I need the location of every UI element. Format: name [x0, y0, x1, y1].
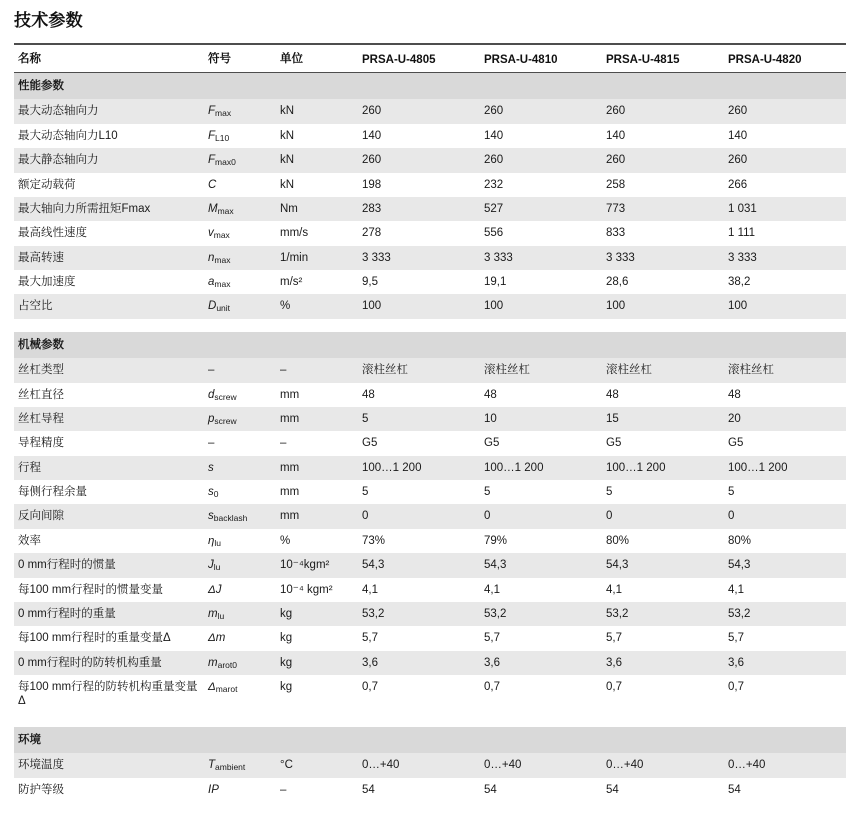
row-value-4805: 4,1: [358, 578, 480, 602]
table-row: [14, 270, 846, 294]
table-row: [14, 148, 846, 172]
row-label: 最大轴向力所需扭矩Fmax: [14, 197, 204, 221]
row-value-4820: 滚柱丝杠: [724, 358, 846, 382]
table-row: [14, 675, 846, 714]
row-value-4815: 4,1: [602, 578, 724, 602]
row-value-4805: 0: [358, 504, 480, 528]
row-value-4805: 140: [358, 124, 480, 148]
row-value-4810: 48: [480, 383, 602, 407]
row-value-4810: 3 333: [480, 246, 602, 270]
section-title: 环境: [14, 727, 846, 753]
row-symbol: $m_{arot0}$: [204, 651, 276, 675]
row-symbol: $F_{max0}$: [204, 148, 276, 172]
row-symbol: $F_{L10}$: [204, 124, 276, 148]
column-header-prsa-u-4805: PRSA-U-4805: [358, 44, 480, 73]
row-label: 最大动态轴向力: [14, 99, 204, 123]
row-value-4815: 140: [602, 124, 724, 148]
row-value-4805: 278: [358, 221, 480, 245]
row-unit: –: [276, 778, 358, 802]
row-label: 每100 mm行程的防转机构重量变量Δ: [14, 675, 204, 714]
row-unit: 1/min: [276, 246, 358, 270]
row-value-4820: 100: [724, 294, 846, 318]
row-value-4805: 100: [358, 294, 480, 318]
table-header: [14, 44, 846, 73]
row-value-4805: 5,7: [358, 626, 480, 650]
row-value-4815: 5,7: [602, 626, 724, 650]
row-value-4820: 140: [724, 124, 846, 148]
row-value-4820: 5,7: [724, 626, 846, 650]
row-symbol: $v_{max}$: [204, 221, 276, 245]
section-header-row: [14, 332, 846, 358]
row-label: 最高转速: [14, 246, 204, 270]
section-title: 机械参数: [14, 332, 846, 358]
row-unit: kg: [276, 602, 358, 626]
row-unit: –: [276, 431, 358, 455]
row-label: 防护等级: [14, 778, 204, 802]
row-unit: kN: [276, 148, 358, 172]
table-row: [14, 602, 846, 626]
row-value-4810: 54: [480, 778, 602, 802]
table-row: [14, 173, 846, 197]
row-unit: –: [276, 358, 358, 382]
section-spacer: [14, 319, 846, 332]
row-value-4810: 54,3: [480, 553, 602, 577]
row-label: 最大静态轴向力: [14, 148, 204, 172]
row-symbol: C: [204, 173, 276, 197]
row-value-4810: 79%: [480, 529, 602, 553]
row-label: 0 mm行程时的防转机构重量: [14, 651, 204, 675]
row-value-4815: 80%: [602, 529, 724, 553]
row-label: 最大动态轴向力L10: [14, 124, 204, 148]
row-value-4805: 283: [358, 197, 480, 221]
row-label: 丝杠导程: [14, 407, 204, 431]
row-value-4815: 260: [602, 99, 724, 123]
row-value-4810: 260: [480, 148, 602, 172]
table-row: [14, 407, 846, 431]
table-row: [14, 197, 846, 221]
row-symbol: $p_{screw}$: [204, 407, 276, 431]
row-value-4815: 3,6: [602, 651, 724, 675]
row-value-4815: 滚柱丝杠: [602, 358, 724, 382]
row-label: 导程精度: [14, 431, 204, 455]
row-value-4815: 0,7: [602, 675, 724, 714]
row-value-4810: 0: [480, 504, 602, 528]
row-value-4810: 140: [480, 124, 602, 148]
row-value-4815: 0…+40: [602, 753, 724, 777]
row-value-4805: 53,2: [358, 602, 480, 626]
row-symbol: $\Delta_{marot}$: [204, 675, 276, 714]
section-header-row: [14, 727, 846, 753]
table-row: [14, 753, 846, 777]
row-value-4815: 5: [602, 480, 724, 504]
row-symbol: $m_{lu}$: [204, 602, 276, 626]
row-value-4805: 滚柱丝杠: [358, 358, 480, 382]
row-value-4820: 80%: [724, 529, 846, 553]
row-unit: %: [276, 294, 358, 318]
row-value-4820: 1 031: [724, 197, 846, 221]
row-value-4810: 100…1 200: [480, 456, 602, 480]
row-value-4810: 5,7: [480, 626, 602, 650]
row-unit: mm: [276, 407, 358, 431]
row-value-4810: 100: [480, 294, 602, 318]
row-unit: 10⁻⁴kgm²: [276, 553, 358, 577]
row-value-4820: 20: [724, 407, 846, 431]
row-value-4820: 0…+40: [724, 753, 846, 777]
row-unit: kg: [276, 651, 358, 675]
row-symbol: IP: [204, 778, 276, 802]
row-value-4820: 54: [724, 778, 846, 802]
row-value-4805: G5: [358, 431, 480, 455]
table-body: [14, 73, 846, 802]
row-value-4815: 28,6: [602, 270, 724, 294]
row-value-4815: 260: [602, 148, 724, 172]
row-value-4815: 100: [602, 294, 724, 318]
column-header-name: 名称: [14, 44, 204, 73]
row-value-4815: 773: [602, 197, 724, 221]
row-value-4815: 54: [602, 778, 724, 802]
row-unit: kg: [276, 626, 358, 650]
table-row: [14, 651, 846, 675]
row-unit: kg: [276, 675, 358, 714]
row-value-4805: 9,5: [358, 270, 480, 294]
row-symbol: $s_{backlash}$: [204, 504, 276, 528]
row-symbol: –: [204, 431, 276, 455]
row-unit: mm: [276, 383, 358, 407]
row-symbol: ΔJ: [204, 578, 276, 602]
row-label: 额定动载荷: [14, 173, 204, 197]
row-unit: %: [276, 529, 358, 553]
row-value-4810: 556: [480, 221, 602, 245]
row-value-4810: 0…+40: [480, 753, 602, 777]
row-value-4805: 73%: [358, 529, 480, 553]
row-value-4815: 258: [602, 173, 724, 197]
table-row: [14, 431, 846, 455]
row-symbol: $T_{ambient}$: [204, 753, 276, 777]
row-value-4815: G5: [602, 431, 724, 455]
row-value-4815: 48: [602, 383, 724, 407]
row-value-4820: G5: [724, 431, 846, 455]
row-value-4820: 48: [724, 383, 846, 407]
row-value-4820: 0: [724, 504, 846, 528]
row-label: 最高线性速度: [14, 221, 204, 245]
section-spacer: [14, 714, 846, 727]
row-label: 每100 mm行程时的惯量变量: [14, 578, 204, 602]
row-label: 丝杠类型: [14, 358, 204, 382]
column-header-prsa-u-4815: PRSA-U-4815: [602, 44, 724, 73]
table-row: [14, 480, 846, 504]
section-title: 性能参数: [14, 73, 846, 100]
row-value-4805: 260: [358, 99, 480, 123]
table-row: [14, 529, 846, 553]
row-value-4805: 54,3: [358, 553, 480, 577]
row-value-4810: 3,6: [480, 651, 602, 675]
row-symbol: $M_{max}$: [204, 197, 276, 221]
table-row: [14, 99, 846, 123]
row-label: 占空比: [14, 294, 204, 318]
row-value-4805: 5: [358, 480, 480, 504]
row-value-4820: 0,7: [724, 675, 846, 714]
table-row: [14, 553, 846, 577]
table-row: [14, 358, 846, 382]
row-label: 反向间隙: [14, 504, 204, 528]
row-symbol: $a_{max}$: [204, 270, 276, 294]
row-label: 0 mm行程时的重量: [14, 602, 204, 626]
column-header-unit: 单位: [276, 44, 358, 73]
row-symbol: $J_{lu}$: [204, 553, 276, 577]
row-unit: 10⁻⁴ kgm²: [276, 578, 358, 602]
row-symbol: $\eta_{lu}$: [204, 529, 276, 553]
row-value-4815: 54,3: [602, 553, 724, 577]
row-value-4810: 232: [480, 173, 602, 197]
row-value-4805: 3,6: [358, 651, 480, 675]
row-value-4805: 54: [358, 778, 480, 802]
spec-page: [0, 6, 860, 824]
row-value-4820: 260: [724, 148, 846, 172]
row-value-4820: 5: [724, 480, 846, 504]
row-value-4815: 833: [602, 221, 724, 245]
row-value-4805: 198: [358, 173, 480, 197]
table-row: [14, 383, 846, 407]
page-title: 技术参数: [14, 11, 83, 30]
row-label: 每100 mm行程时的重量变量Δ: [14, 626, 204, 650]
row-value-4810: 10: [480, 407, 602, 431]
row-value-4815: 100…1 200: [602, 456, 724, 480]
row-symbol: s: [204, 456, 276, 480]
row-unit: Nm: [276, 197, 358, 221]
row-value-4810: 滚柱丝杠: [480, 358, 602, 382]
row-symbol: $F_{max}$: [204, 99, 276, 123]
row-label: 0 mm行程时的惯量: [14, 553, 204, 577]
row-unit: m/s²: [276, 270, 358, 294]
row-unit: mm/s: [276, 221, 358, 245]
row-unit: °C: [276, 753, 358, 777]
row-value-4820: 100…1 200: [724, 456, 846, 480]
row-symbol: $s_0$: [204, 480, 276, 504]
row-value-4820: 3 333: [724, 246, 846, 270]
row-label: 丝杠直径: [14, 383, 204, 407]
section-header-row: [14, 73, 846, 100]
row-value-4805: 5: [358, 407, 480, 431]
row-label: 环境温度: [14, 753, 204, 777]
row-unit: kN: [276, 124, 358, 148]
row-value-4810: 4,1: [480, 578, 602, 602]
row-value-4810: G5: [480, 431, 602, 455]
row-symbol: $D_{unit}$: [204, 294, 276, 318]
row-unit: mm: [276, 456, 358, 480]
table-row: [14, 294, 846, 318]
row-value-4810: 0,7: [480, 675, 602, 714]
row-value-4810: 19,1: [480, 270, 602, 294]
row-value-4815: 53,2: [602, 602, 724, 626]
row-unit: kN: [276, 173, 358, 197]
table-row: [14, 504, 846, 528]
row-value-4820: 38,2: [724, 270, 846, 294]
column-header-prsa-u-4810: PRSA-U-4810: [480, 44, 602, 73]
row-symbol: $n_{max}$: [204, 246, 276, 270]
table-row: [14, 124, 846, 148]
row-value-4820: 53,2: [724, 602, 846, 626]
row-value-4805: 48: [358, 383, 480, 407]
table-row: [14, 456, 846, 480]
row-value-4810: 53,2: [480, 602, 602, 626]
row-unit: mm: [276, 480, 358, 504]
column-header-symbol: 符号: [204, 44, 276, 73]
table-row: [14, 246, 846, 270]
row-value-4810: 260: [480, 99, 602, 123]
row-symbol: Δm: [204, 626, 276, 650]
row-symbol: $d_{screw}$: [204, 383, 276, 407]
row-label: 效率: [14, 529, 204, 553]
row-unit: mm: [276, 504, 358, 528]
row-value-4805: 100…1 200: [358, 456, 480, 480]
row-value-4805: 3 333: [358, 246, 480, 270]
row-value-4805: 0,7: [358, 675, 480, 714]
table-row: [14, 626, 846, 650]
row-value-4810: 527: [480, 197, 602, 221]
row-label: 每侧行程余量: [14, 480, 204, 504]
row-value-4815: 3 333: [602, 246, 724, 270]
row-value-4820: 4,1: [724, 578, 846, 602]
row-value-4815: 0: [602, 504, 724, 528]
row-value-4820: 3,6: [724, 651, 846, 675]
table-header-row: [14, 44, 846, 73]
row-value-4805: 0…+40: [358, 753, 480, 777]
row-value-4820: 1 111: [724, 221, 846, 245]
technical-data-table: [14, 43, 846, 802]
row-label: 最大加速度: [14, 270, 204, 294]
row-symbol: –: [204, 358, 276, 382]
table-row: [14, 578, 846, 602]
row-value-4820: 54,3: [724, 553, 846, 577]
column-header-prsa-u-4820: PRSA-U-4820: [724, 44, 846, 73]
row-unit: kN: [276, 99, 358, 123]
row-label: 行程: [14, 456, 204, 480]
table-row: [14, 778, 846, 802]
row-value-4810: 5: [480, 480, 602, 504]
row-value-4820: 266: [724, 173, 846, 197]
row-value-4805: 260: [358, 148, 480, 172]
row-value-4815: 15: [602, 407, 724, 431]
table-row: [14, 221, 846, 245]
row-value-4820: 260: [724, 99, 846, 123]
